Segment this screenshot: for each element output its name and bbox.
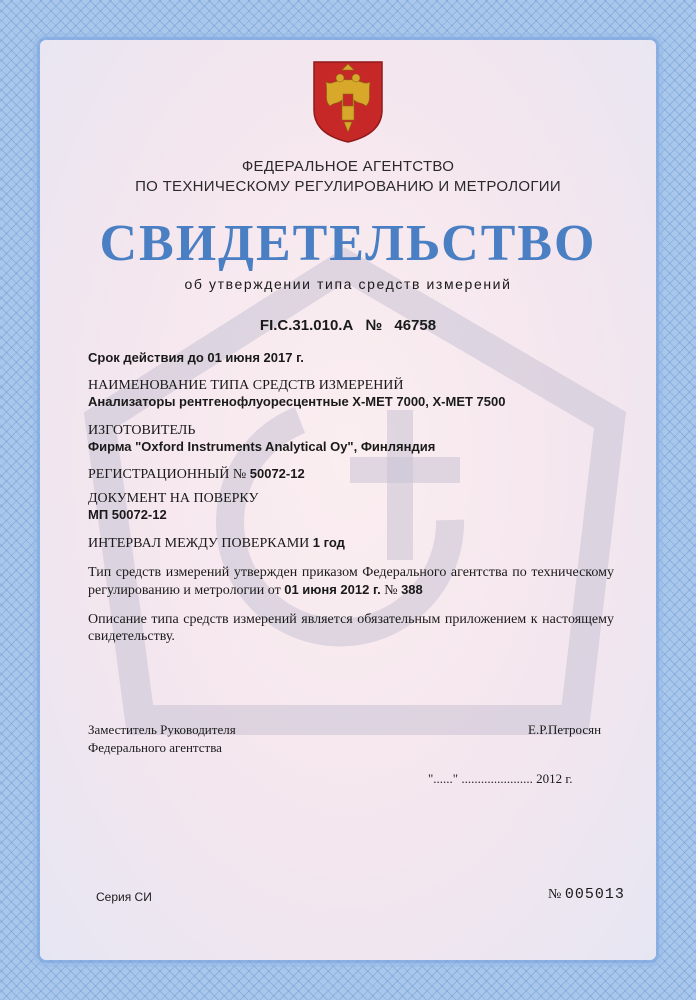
verification-doc-section	[88, 491, 628, 522]
interval-label: ИНТЕРВАЛ МЕЖДУ ПОВЕРКАМИ	[88, 536, 310, 551]
signature-position-line2: Федерального агентства	[88, 740, 222, 755]
description-paragraph: Описание типа средств измерений является обязательным приложением к настоящему свидетельству.	[88, 612, 614, 644]
approval-text: Тип средств измерений утвержден приказом Федерального агентства по техническому регулированию и метрологии от	[88, 565, 614, 598]
instrument-value: Анализаторы рентгенофлуоресцентные X-MET 7000, X-MET 7500	[88, 394, 506, 409]
approval-paragraph	[88, 564, 614, 599]
registration-label: РЕГИСТРАЦИОННЫЙ №	[88, 467, 247, 482]
serial-no-sign: №	[548, 887, 562, 902]
serial-number-value: 005013	[564, 886, 625, 903]
interval-value: 1 год	[312, 535, 345, 550]
certificate-number-value: 46758	[394, 317, 437, 334]
registration-value: 50072-12	[249, 466, 305, 481]
agency-name-line1: ФЕДЕРАЛЬНОЕ АГЕНТСТВО	[241, 158, 455, 175]
manufacturer-value: Фирма "Oxford Instruments Analytical Oy", Финляндия	[88, 439, 436, 454]
serial-number	[548, 886, 625, 903]
verification-doc-value: МП 50072-12	[88, 507, 167, 522]
manufacturer-section	[88, 423, 628, 454]
document-title: СВИДЕТЕЛЬСТВО	[99, 215, 597, 272]
validity-row	[88, 350, 628, 367]
approval-no-sign: №	[384, 583, 398, 598]
certificate-code: FI.C.31.010.A	[259, 317, 354, 334]
instrument-section	[88, 378, 628, 409]
interval-row	[88, 535, 628, 552]
validity-label: Срок действия до	[88, 350, 204, 365]
series-label: Серия СИ	[96, 890, 152, 904]
document-subtitle: об утверждении типа средств измерений	[184, 276, 512, 292]
coat-of-arms-icon	[312, 60, 384, 144]
verification-doc-label: ДОКУМЕНТ НА ПОВЕРКУ	[88, 491, 259, 506]
manufacturer-label: ИЗГОТОВИТЕЛЬ	[88, 423, 196, 438]
date-line: "......" ...................... 2012 г.	[428, 771, 573, 786]
instrument-label: НАИМЕНОВАНИЕ ТИПА СРЕДСТВ ИЗМЕРЕНИЙ	[88, 378, 404, 393]
approval-date: 01 июня 2012 г.	[284, 582, 381, 597]
certificate-number	[0, 317, 696, 334]
signature-position-line1: Заместитель Руководителя	[88, 722, 236, 737]
agency-name-line2: ПО ТЕХНИЧЕСКОМУ РЕГУЛИРОВАНИЮ И МЕТРОЛОГИИ	[135, 178, 561, 195]
validity-value: 01 июня 2017 г.	[207, 350, 304, 365]
approval-order: 388	[401, 582, 423, 597]
registration-row	[88, 466, 628, 483]
signatory-name: Е.Р.Петросян	[528, 722, 602, 737]
certificate-no-sign: №	[365, 317, 383, 334]
